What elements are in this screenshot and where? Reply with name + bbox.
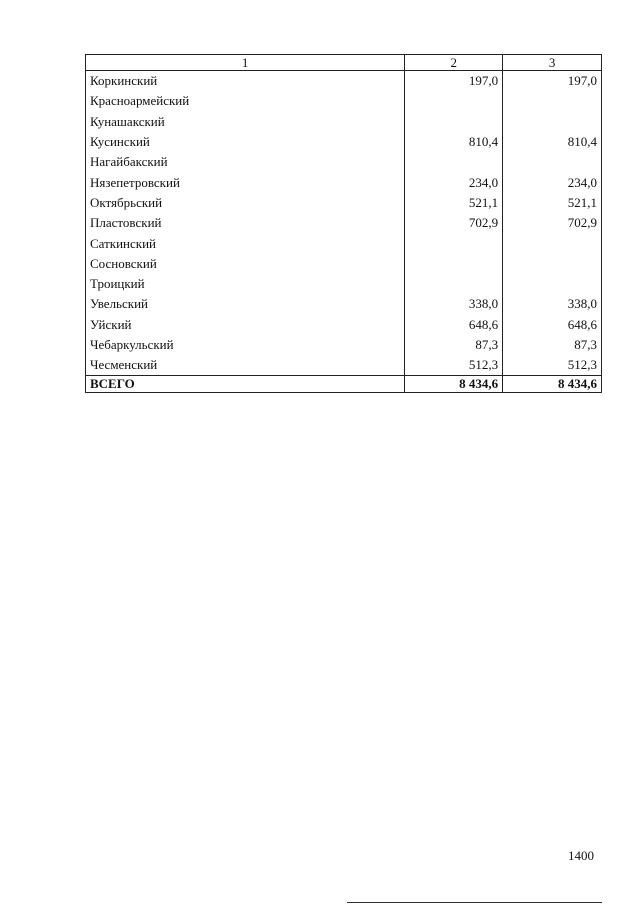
value-col-2: 702,9 — [405, 213, 503, 233]
district-name: Коркинский — [86, 71, 405, 92]
district-name: Троицкий — [86, 274, 405, 294]
value-col-3: 338,0 — [503, 294, 602, 314]
value-col-3: 234,0 — [503, 172, 602, 192]
value-col-3 — [503, 274, 602, 294]
value-col-3 — [503, 152, 602, 172]
value-col-3 — [503, 91, 602, 111]
page-number: 1400 — [568, 848, 594, 863]
value-col-3 — [503, 254, 602, 274]
value-col-2: 338,0 — [405, 294, 503, 314]
table-row — [86, 213, 602, 233]
total-col-2: 8 434,6 — [405, 376, 503, 393]
district-name: Кусинский — [86, 132, 405, 152]
value-col-2 — [405, 91, 503, 111]
district-name: Уйский — [86, 315, 405, 335]
table-row — [86, 355, 602, 376]
district-name: Чебаркульский — [86, 335, 405, 355]
value-col-3: 810,4 — [503, 132, 602, 152]
table-row — [86, 233, 602, 253]
district-name: Саткинский — [86, 233, 405, 253]
table-row — [86, 152, 602, 172]
header-row — [86, 55, 602, 71]
district-name: Октябрьский — [86, 193, 405, 213]
total-label: ВСЕГО — [86, 376, 405, 393]
value-col-2: 521,1 — [405, 193, 503, 213]
table-row — [86, 132, 602, 152]
district-name: Пластовский — [86, 213, 405, 233]
value-col-2 — [405, 112, 503, 132]
value-col-3 — [503, 112, 602, 132]
district-name: Красноармейский — [86, 91, 405, 111]
table-row — [86, 112, 602, 132]
district-name: Увельский — [86, 294, 405, 314]
total-row — [86, 376, 602, 393]
header-col-3: 3 — [503, 55, 602, 71]
district-name: Нязепетровский — [86, 172, 405, 192]
value-col-3: 521,1 — [503, 193, 602, 213]
value-col-2 — [405, 233, 503, 253]
table-row — [86, 172, 602, 192]
bottom-rule — [347, 902, 602, 903]
value-col-2: 197,0 — [405, 71, 503, 92]
table-row — [86, 335, 602, 355]
table-row — [86, 254, 602, 274]
table-body — [86, 71, 602, 376]
value-col-2 — [405, 254, 503, 274]
value-col-3: 197,0 — [503, 71, 602, 92]
table-row — [86, 71, 602, 92]
table-row — [86, 91, 602, 111]
value-col-2 — [405, 152, 503, 172]
value-col-3: 702,9 — [503, 213, 602, 233]
value-col-3 — [503, 233, 602, 253]
table-row — [86, 294, 602, 314]
district-name: Нагайбакский — [86, 152, 405, 172]
budget-table — [85, 54, 602, 393]
value-col-2: 810,4 — [405, 132, 503, 152]
district-name: Кунашакский — [86, 112, 405, 132]
district-name: Чесменский — [86, 355, 405, 376]
value-col-3: 648,6 — [503, 315, 602, 335]
table-row — [86, 274, 602, 294]
value-col-2: 512,3 — [405, 355, 503, 376]
value-col-2: 87,3 — [405, 335, 503, 355]
table-row — [86, 315, 602, 335]
total-col-3: 8 434,6 — [503, 376, 602, 393]
header-col-2: 2 — [405, 55, 503, 71]
value-col-2 — [405, 274, 503, 294]
table-row — [86, 193, 602, 213]
value-col-2: 648,6 — [405, 315, 503, 335]
value-col-3: 87,3 — [503, 335, 602, 355]
value-col-2: 234,0 — [405, 172, 503, 192]
value-col-3: 512,3 — [503, 355, 602, 376]
header-col-1: 1 — [86, 55, 405, 71]
table-header — [86, 55, 602, 71]
district-name: Сосновский — [86, 254, 405, 274]
